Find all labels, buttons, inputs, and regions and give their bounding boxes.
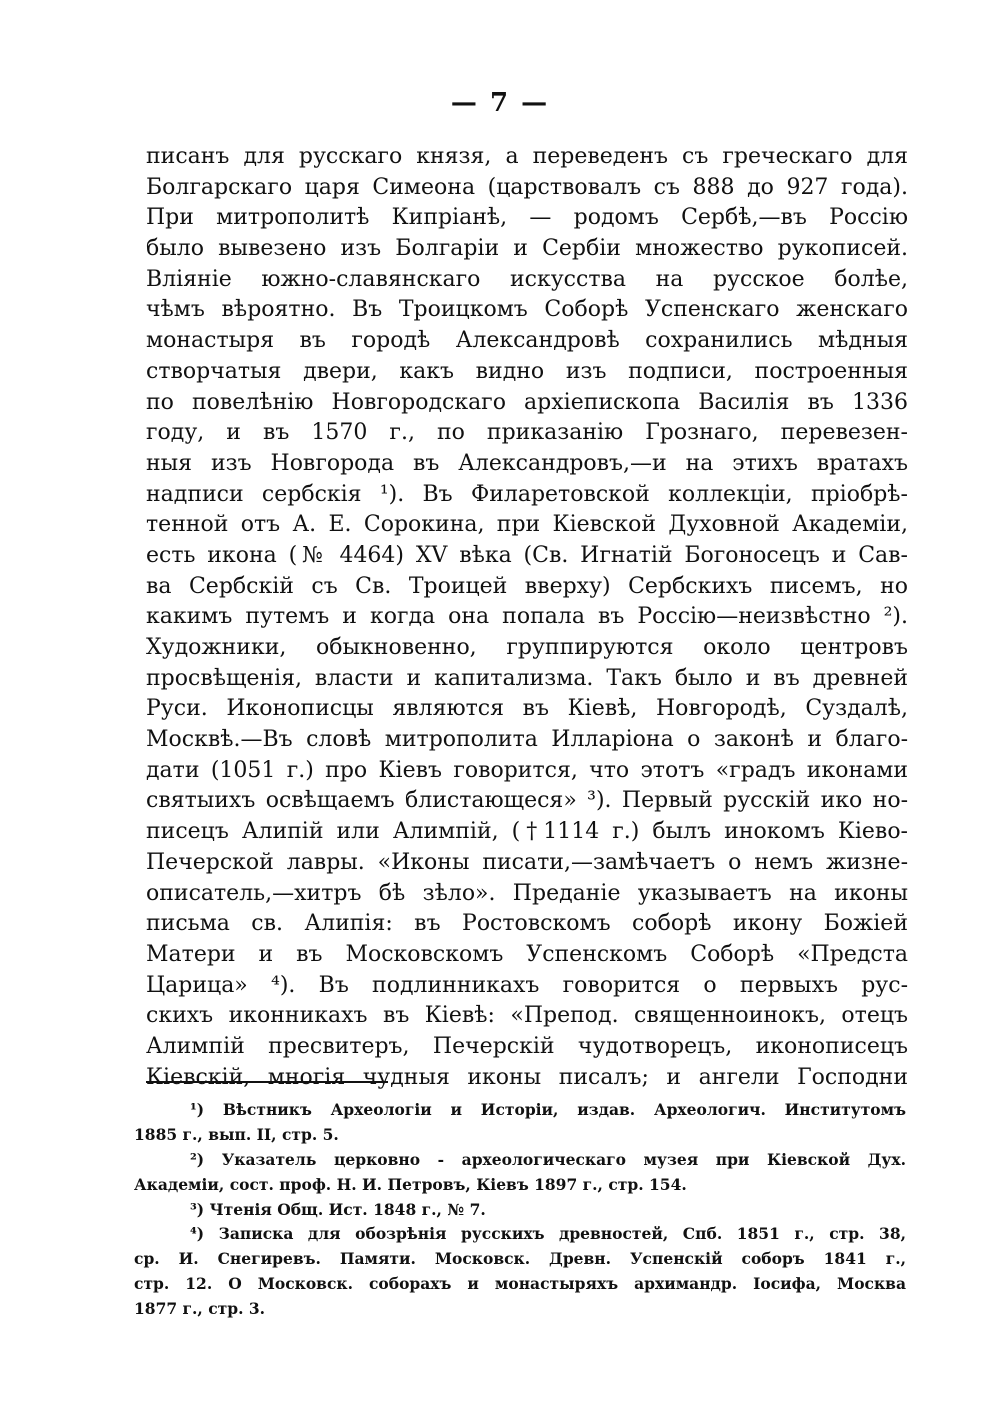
- text-line: Матери и въ Московскомъ Успенскомъ Соборѣ «Предста: [146, 941, 908, 967]
- text-line: было вывезено изъ Болгаріи и Сербіи множество рукописей.: [146, 236, 908, 262]
- text-line: просвѣщенія, власти и капитализма. Такъ было и въ древней: [146, 665, 908, 691]
- main-text: [146, 142, 908, 1093]
- text-line: тенной отъ А. Е. Сорокина, при Кіевской Духовной Академіи,: [146, 512, 908, 538]
- footnote-2-line: ²) Указатель церковно - археологическаго музея при Кіевской Дух.: [190, 1149, 906, 1169]
- footnotes: [134, 1098, 906, 1322]
- footnote-4-line: 1877 г., стр. 3.: [134, 1299, 266, 1319]
- text-line: Руси. Иконописцы являются въ Кіевѣ, Новгородѣ, Суздалѣ,: [146, 696, 908, 722]
- text-line: Болгарскаго царя Симеона (царствовалъ съ 888 до 927 года).: [146, 174, 908, 200]
- footnote-4-line: стр. 12. О Московск. соборахъ и монастыряхъ архимандр. Іосифа, Москва: [134, 1274, 906, 1294]
- text-line: писанъ для русскаго князя, а переведенъ съ греческаго для: [146, 144, 908, 169]
- text-line: створчатыя двери, какъ видно изъ подписи, построенныя: [146, 358, 908, 384]
- footnote-divider: [146, 1081, 388, 1083]
- footnote-1-line: ¹) Вѣстникъ Археологіи и Исторіи, издав. Археологич. Институтомъ: [190, 1100, 906, 1119]
- text-line: писецъ Алипій или Алимпій, (†1114 г.) былъ инокомъ Кіево-: [146, 819, 908, 845]
- text-line: святыихъ освѣщаемъ блистающеся» ³). Первый русскій ико но-: [146, 788, 908, 814]
- footnote-2-line: Академіи, сост. проф. Н. И. Петровъ, Кіевъ 1897 г., стр. 154.: [134, 1174, 687, 1194]
- text-line: монастыря въ городѣ Александровѣ сохранились мѣдныя: [146, 328, 908, 354]
- text-line: ныя изъ Новгорода въ Александровъ,—и на этихъ вратахъ: [146, 450, 908, 476]
- text-line: есть икона (№ 4464) XV вѣка (Св. Игнатій Богоносецъ и Сав-: [146, 542, 908, 568]
- text-line: Печерской лавры. «Иконы писати,—замѣчаетъ о немъ жизне-: [146, 849, 908, 875]
- text-line: дати (1051 г.) про Кіевъ говорится, что этотъ «градъ иконами: [146, 757, 908, 783]
- text-line: Кіевскій, многія чудныя иконы писалъ; и ангели Господни: [146, 1064, 908, 1090]
- text-line: году, и въ 1570 г., по приказанію Грознаго, перевезен-: [146, 420, 908, 446]
- text-line: надписи сербскія ¹). Въ Филаретовской коллекціи, пріобрѣ-: [146, 481, 908, 507]
- text-line: скихъ иконникахъ въ Кіевѣ: «Препод. священноинокъ, отецъ: [146, 1003, 908, 1029]
- text-line: Художники, обыкновенно, группируются около центровъ: [146, 635, 908, 660]
- text-line: описатель,—хитръ бѣ зѣло». Преданіе указываетъ на иконы: [146, 880, 908, 906]
- text-line: Вліяніе южно-славянскаго искусства на русское болѣе,: [146, 266, 908, 292]
- text-line: Царица» ⁴). Въ подлинникахъ говорится о первыхъ рус-: [146, 972, 908, 998]
- text-line: ва Сербскій съ Св. Троицей вверху) Сербскихъ писемъ, но: [146, 573, 908, 599]
- text-line: какимъ путемъ и когда она попала въ Россію—неизвѣстно ²).: [146, 604, 908, 630]
- text-line: по повелѣнію Новгородскаго архіепископа Василія въ 1336: [146, 389, 908, 415]
- text-line: чѣмъ вѣроятно. Въ Троицкомъ Соборѣ Успенскаго женскаго: [146, 297, 908, 323]
- text-line: письма св. Алипія: въ Ростовскомъ соборѣ икону Божіей: [146, 911, 908, 937]
- text-line: При митрополитѣ Кипріанѣ, — родомъ Сербѣ,—въ Россію: [146, 205, 908, 231]
- text-line: Москвѣ.—Въ словѣ митрополита Илларіона о законѣ и благо-: [146, 727, 908, 753]
- footnote-3-line: ³) Чтенія Общ. Ист. 1848 г., № 7.: [190, 1199, 486, 1219]
- text-line: Алимпій пресвитеръ, Печерскій чудотворецъ, иконописецъ: [146, 1033, 908, 1059]
- footnote-4-line: ср. И. Снегиревъ. Памяти. Московск. Древн. Успенскій соборъ 1841 г.,: [134, 1249, 906, 1269]
- footnote-1-line: 1885 г., вып. II, стр. 5.: [134, 1124, 339, 1144]
- footnote-4-line: ⁴) Записка для обозрѣнія русскихъ древностей, Спб. 1851 г., стр. 38,: [190, 1224, 906, 1244]
- page-number: — 7 —: [450, 88, 550, 118]
